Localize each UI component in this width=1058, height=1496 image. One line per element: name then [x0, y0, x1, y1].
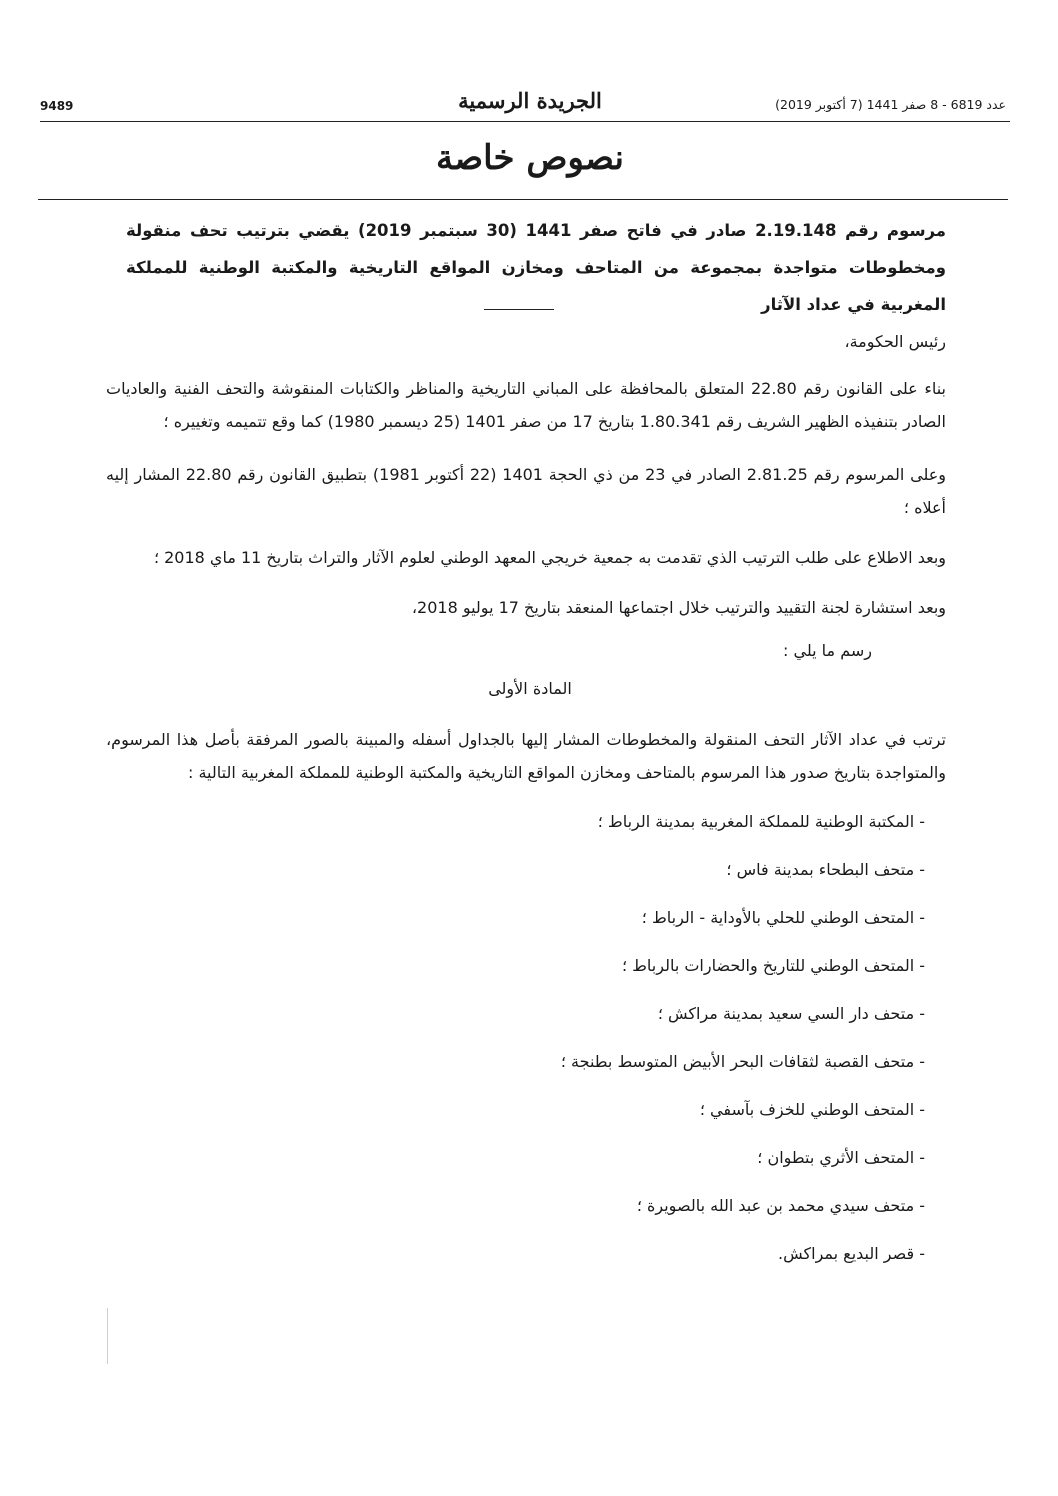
list-item: - المتحف الوطني للحلي بالأوداية - الرباط ؛	[641, 908, 925, 927]
opening-line: رئيس الحكومة،	[844, 332, 946, 351]
preamble-decree: وعلى المرسوم رقم 2.81.25 الصادر في 23 من ذي الحجة 1401 (22 أكتوبر 1981) بتطبيق القانون رقم 22.80 المشار إليه أعلاه ؛	[106, 465, 947, 517]
preamble-request: وبعد الاطلاع على طلب الترتيب الذي تقدمت به جمعية خريجي المعهد الوطني لعلوم الآثار والتراث بتاريخ 11 ماي 2018 ؛	[153, 548, 946, 567]
issue-info: عدد 6819 - 8 صفر 1441 (7 أكتوبر 2019)	[775, 97, 1006, 112]
preamble-consultation: وبعد استشارة لجنة التقييد والترتيب خلال اجتماعها المنعقد بتاريخ 17 يوليو 2018،	[411, 598, 946, 617]
list-item: - المتحف الأثري بتطوان ؛	[757, 1148, 925, 1167]
header-rule	[40, 121, 1010, 122]
journal-title: الجريدة الرسمية	[458, 88, 602, 113]
list-item: - متحف دار السي سعيد بمدينة مراكش ؛	[657, 1004, 925, 1023]
list-item: - المتحف الوطني للتاريخ والحضارات بالرباط ؛	[621, 956, 925, 975]
scan-mark	[107, 1308, 108, 1364]
list-item: - متحف القصبة لثقافات البحر الأبيض المتوسط بطنجة ؛	[560, 1052, 925, 1071]
section-title: نصوص خاصة	[436, 138, 624, 178]
list-item: - قصر البديع بمراكش.	[778, 1244, 925, 1263]
decree-title: مرسوم رقم 2.19.148 صادر في فاتح صفر 1441 (30 سبتمبر 2019) يقضي بترتيب تحف منقولة ومخطوطات متواجدة بمجموعة من المتاحف ومخازن المواقع التاريخية والمكتبة الوطنية للمملكة المغربية في عداد الآثار	[126, 221, 947, 314]
section-rule	[38, 199, 1008, 200]
list-item: - متحف سيدي محمد بن عبد الله بالصويرة ؛	[636, 1196, 925, 1215]
list-item: - المتحف الوطني للخزف بآسفي ؛	[699, 1100, 925, 1119]
article-text: ترتب في عداد الآثار التحف المنقولة والمخطوطات المشار إليها بالجداول أسفله والمبينة بالصور المرفقة بأصل هذا المرسوم، والمتواجدة بتاريخ صدور هذا المرسوم بالمتاحف ومخازن المواقع التاريخية والمكتبة الوطنية للمملكة المغربية التالية :	[106, 730, 946, 782]
decreed-line: رسم ما يلي :	[783, 641, 872, 660]
article-title: المادة الأولى	[488, 679, 572, 698]
title-separator	[484, 309, 554, 310]
page-number: 9489	[40, 99, 74, 113]
list-item: - متحف البطحاء بمدينة فاس ؛	[726, 860, 925, 879]
preamble-law: بناء على القانون رقم 22.80 المتعلق بالمحافظة على المباني التاريخية والمناظر والكتابات المنقوشة والتحف الفنية والعاديات الصادر بتنفيذه الظهير الشريف رقم 1.80.341 بتاريخ 17 من صفر 1401 (25 ديسمبر 1980) كما وقع تتميمه وتغييره ؛	[106, 379, 947, 431]
list-item: - المكتبة الوطنية للمملكة المغربية بمدينة الرباط ؛	[597, 812, 925, 831]
